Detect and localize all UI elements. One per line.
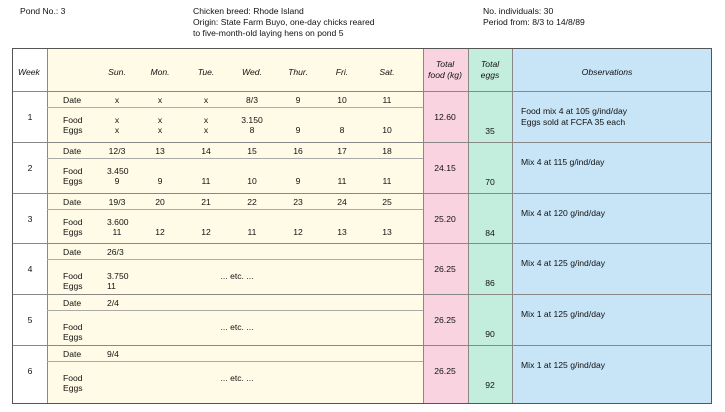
date-cell: 26/3 <box>107 247 124 257</box>
week-number: 4 <box>27 264 33 274</box>
day-header: Sat. <box>379 67 395 77</box>
etc-note: ... etc. ... <box>220 373 254 383</box>
observation-line: Mix 4 at 125 g/ind/day <box>521 258 606 268</box>
date-cell: 18 <box>382 146 392 156</box>
total-eggs-header-2: eggs <box>480 70 500 80</box>
date-label: Date <box>63 298 82 308</box>
date-cell: 24 <box>337 197 347 207</box>
food-cell: x <box>114 115 120 125</box>
observation-line: Food mix 4 at 105 g/ind/day <box>521 106 628 116</box>
eggs-cell: 12 <box>293 227 303 237</box>
day-header: Mon. <box>150 67 170 77</box>
total-food-value: 25.20 <box>434 214 456 224</box>
observation-line: Mix 1 at 125 g/ind/day <box>521 360 606 370</box>
total-food-value: 26.25 <box>434 315 456 325</box>
date-cell: 21 <box>201 197 211 207</box>
date-cell: x <box>203 95 209 105</box>
week-divider <box>13 294 711 295</box>
day-header: Sun. <box>108 67 126 77</box>
food-label: Food <box>63 217 83 227</box>
date-divider <box>47 310 423 311</box>
eggs-cell: 8 <box>249 125 255 135</box>
total-food-value: 24.15 <box>434 163 456 173</box>
date-label: Date <box>63 146 82 156</box>
observation-line: Mix 4 at 120 g/ind/day <box>521 208 606 218</box>
eggs-cell: x <box>203 125 209 135</box>
eggs-cell: 11 <box>382 176 392 186</box>
eggs-label: Eggs <box>63 281 83 291</box>
date-cell: x <box>157 95 163 105</box>
total-eggs-column <box>468 49 513 403</box>
eggs-cell: 11 <box>112 227 122 237</box>
food-label: Food <box>63 271 83 281</box>
week-number: 1 <box>27 112 33 122</box>
date-cell: 15 <box>247 146 257 156</box>
record-sheet <box>12 48 712 404</box>
food-cell: 3.450 <box>107 166 129 176</box>
eggs-label: Eggs <box>63 332 83 342</box>
observation-line: Mix 1 at 125 g/ind/day <box>521 309 606 319</box>
observations-column <box>512 49 711 403</box>
eggs-cell: 9 <box>295 125 301 135</box>
date-cell: 12/3 <box>108 146 126 156</box>
eggs-label: Eggs <box>63 227 83 237</box>
date-cell: 11 <box>382 95 392 105</box>
days-column <box>47 49 424 403</box>
period: Period from: 8/3 to 14/8/89 <box>483 17 585 27</box>
chicken-info <box>193 6 375 39</box>
total-eggs-value: 92 <box>485 380 495 390</box>
date-cell: 8/3 <box>246 95 258 105</box>
day-header: Fri. <box>335 67 349 77</box>
week-number: 2 <box>27 163 33 173</box>
eggs-cell: 11 <box>337 176 347 186</box>
eggs-cell: 11 <box>247 227 257 237</box>
date-label: Date <box>63 95 82 105</box>
date-cell: 13 <box>155 146 165 156</box>
week-number: 5 <box>27 315 33 325</box>
date-cell: 19/3 <box>108 197 126 207</box>
eggs-cell: 9 <box>157 176 163 186</box>
date-divider <box>47 107 423 108</box>
week-divider <box>13 345 711 346</box>
observation-line: Mix 4 at 115 g/ind/day <box>521 157 605 167</box>
food-cell: x <box>157 115 163 125</box>
eggs-cell: 10 <box>247 176 257 186</box>
date-divider <box>47 361 423 362</box>
date-label: Date <box>63 247 82 257</box>
date-cell: 20 <box>155 197 165 207</box>
food-label: Food <box>63 166 83 176</box>
total-eggs-value: 90 <box>485 329 495 339</box>
eggs-cell: 9 <box>295 176 301 186</box>
total-food-value: 12.60 <box>434 112 456 122</box>
date-divider <box>47 259 423 260</box>
date-label: Date <box>63 349 82 359</box>
eggs-cell: x <box>114 125 120 135</box>
date-cell: 9/4 <box>107 349 119 359</box>
pond-number: Pond No.: 3 <box>20 6 66 16</box>
origin-line-1: Origin: State Farm Buyo, one-day chicks reared <box>193 17 375 27</box>
date-cell: x <box>114 95 120 105</box>
food-label: Food <box>63 373 83 383</box>
eggs-cell: 11 <box>107 281 116 291</box>
week-divider <box>13 142 711 143</box>
day-header: Wed. <box>242 67 262 77</box>
week-number: 3 <box>27 214 33 224</box>
eggs-cell: 12 <box>155 227 165 237</box>
eggs-cell: 9 <box>114 176 120 186</box>
date-divider <box>47 158 423 159</box>
chicken-breed: Chicken breed: Rhode Island <box>193 6 304 16</box>
observation-line: Eggs sold at FCFA 35 each <box>521 117 626 127</box>
date-label: Date <box>63 197 82 207</box>
total-eggs-value: 70 <box>485 177 495 187</box>
total-eggs-value: 86 <box>485 278 495 288</box>
date-cell: 14 <box>201 146 211 156</box>
date-cell: 17 <box>337 146 347 156</box>
eggs-cell: 13 <box>337 227 347 237</box>
week-header: Week <box>18 67 40 77</box>
eggs-cell: 11 <box>201 176 211 186</box>
eggs-cell: 10 <box>382 125 392 135</box>
eggs-cell: 8 <box>339 125 345 135</box>
total-eggs-header-1: Total <box>480 59 500 69</box>
food-label: Food <box>63 322 83 332</box>
day-header: Thur. <box>288 67 308 77</box>
eggs-cell: x <box>157 125 163 135</box>
eggs-cell: 12 <box>201 227 211 237</box>
total-eggs-value: 84 <box>485 228 495 238</box>
date-cell: 10 <box>337 95 347 105</box>
food-cell: 3.750 <box>107 271 129 281</box>
total-food-header-2: food (kg) <box>428 70 462 80</box>
date-cell: 16 <box>293 146 303 156</box>
date-cell: 9 <box>295 95 301 105</box>
food-cell: 3.150 <box>241 115 263 125</box>
week-divider <box>13 243 711 244</box>
food-label: Food <box>63 115 83 125</box>
origin-line-2: to five-month-old laying hens on pond 5 <box>193 28 344 38</box>
eggs-label: Eggs <box>63 125 83 135</box>
date-cell: 2/4 <box>107 298 119 308</box>
date-divider <box>47 209 423 210</box>
etc-note: ... etc. ... <box>220 271 254 281</box>
food-cell: 3.600 <box>107 217 129 227</box>
total-food-value: 26.25 <box>434 366 456 376</box>
individuals-count: No. individuals: 30 <box>483 6 554 16</box>
week-divider <box>13 193 711 194</box>
week-number: 6 <box>27 366 33 376</box>
etc-note: ... etc. ... <box>220 322 254 332</box>
date-cell: 23 <box>293 197 303 207</box>
total-food-column <box>423 49 469 403</box>
total-eggs-value: 35 <box>485 126 495 136</box>
flock-stats <box>483 6 585 28</box>
eggs-label: Eggs <box>63 383 83 393</box>
date-cell: 22 <box>247 197 257 207</box>
food-cell: x <box>203 115 209 125</box>
week-divider <box>13 91 711 92</box>
week-column <box>13 49 47 403</box>
total-food-value: 26.25 <box>434 264 456 274</box>
eggs-label: Eggs <box>63 176 83 186</box>
eggs-cell: 13 <box>382 227 392 237</box>
day-header: Tue. <box>197 67 215 77</box>
date-cell: 25 <box>382 197 392 207</box>
observations-header: Observations <box>581 67 633 77</box>
total-food-header-1: Total <box>435 59 455 69</box>
